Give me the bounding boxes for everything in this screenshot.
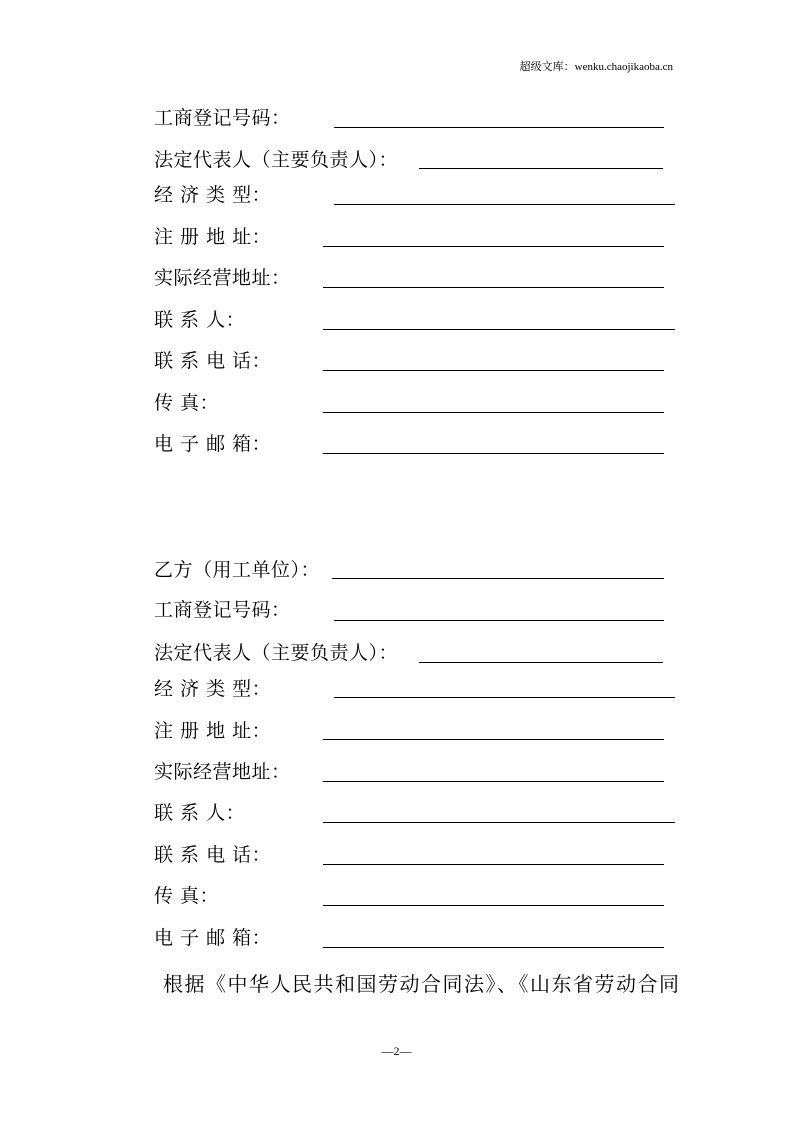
field-economic-type-a	[154, 182, 694, 208]
field-registered-address-a	[154, 224, 694, 250]
fill-line[interactable]	[323, 905, 664, 906]
fill-line[interactable]	[419, 168, 663, 169]
field-business-address-a	[154, 265, 694, 291]
fill-line[interactable]	[332, 578, 664, 579]
fill-line[interactable]	[323, 453, 664, 454]
fill-line[interactable]	[334, 127, 664, 128]
field-label: 联 系 人：	[154, 309, 246, 331]
fill-line[interactable]	[323, 412, 664, 413]
fill-line[interactable]	[323, 947, 664, 948]
fill-line[interactable]	[323, 246, 664, 247]
field-business-address-b	[154, 759, 694, 785]
field-label: 实际经营地址：	[154, 761, 291, 783]
field-label: 联 系 电 话：	[154, 844, 272, 866]
field-label: 传 真：	[154, 392, 220, 414]
body-paragraph: 根据《中华人民共和国劳动合同法》、《山东省劳动合同	[163, 972, 681, 996]
fill-line[interactable]	[323, 822, 675, 823]
field-contact-phone-a	[154, 348, 694, 374]
fill-line[interactable]	[334, 697, 675, 698]
field-label: 联 系 人：	[154, 802, 246, 824]
field-registration-number-b	[154, 597, 694, 623]
fill-line[interactable]	[419, 662, 663, 663]
field-label: 电 子 邮 箱：	[154, 927, 272, 949]
field-label: 工商登记号码：	[154, 107, 291, 129]
field-label: 注 册 地 址：	[154, 720, 272, 742]
field-email-a	[154, 431, 694, 457]
fill-line[interactable]	[323, 329, 675, 330]
field-party-b-name	[154, 557, 694, 583]
field-contact-person-a	[154, 307, 694, 333]
fill-line[interactable]	[323, 864, 664, 865]
field-label: 经 济 类 型：	[154, 184, 272, 206]
field-fax-b	[154, 883, 694, 909]
field-contact-person-b	[154, 800, 694, 826]
fill-line[interactable]	[323, 781, 664, 782]
field-legal-representative-b	[154, 640, 694, 666]
field-email-b	[154, 925, 694, 951]
fill-line[interactable]	[334, 620, 664, 621]
site-header: 超级文库：wenku.chaojikaoba.cn	[519, 61, 673, 73]
field-economic-type-b	[154, 676, 694, 702]
field-label: 注 册 地 址：	[154, 226, 272, 248]
page-number: —2—	[381, 1044, 412, 1058]
field-fax-a	[154, 390, 694, 416]
field-label: 联 系 电 话：	[154, 350, 272, 372]
fill-line[interactable]	[334, 204, 675, 205]
field-label: 工商登记号码：	[154, 599, 291, 621]
field-registered-address-b	[154, 718, 694, 744]
field-label: 实际经营地址：	[154, 267, 291, 289]
field-label: 电 子 邮 箱：	[154, 433, 272, 455]
field-contact-phone-b	[154, 842, 694, 868]
field-legal-representative-a	[154, 147, 694, 173]
fill-line[interactable]	[323, 739, 664, 740]
fill-line[interactable]	[323, 287, 664, 288]
field-label: 乙方（用工单位）：	[154, 559, 321, 581]
field-label: 经 济 类 型：	[154, 678, 272, 700]
field-label: 法定代表人（主要负责人）：	[154, 149, 399, 171]
fill-line[interactable]	[323, 370, 664, 371]
field-registration-number-a	[154, 105, 694, 131]
field-label: 法定代表人（主要负责人）：	[154, 642, 399, 664]
field-label: 传 真：	[154, 885, 220, 907]
